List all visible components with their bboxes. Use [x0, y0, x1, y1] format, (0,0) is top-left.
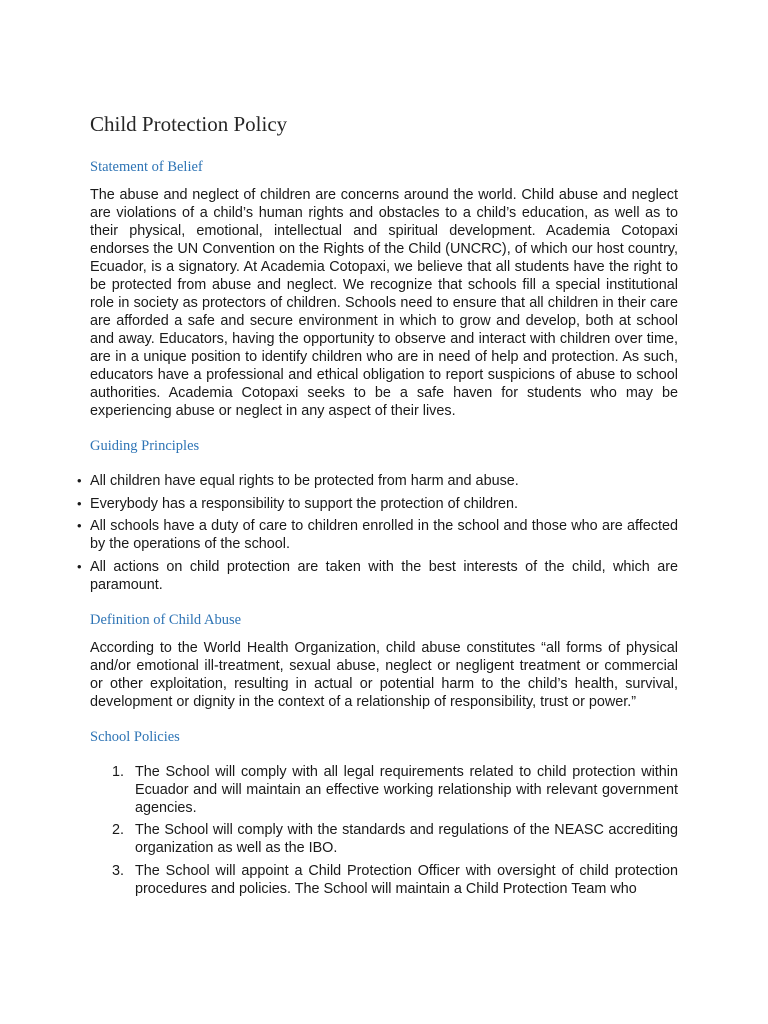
- heading-guiding-principles: Guiding Principles: [90, 438, 200, 454]
- list-item: 2. The School will comply with the standards and regulations of the NEASC accrediting organization as well as the IBO.: [112, 822, 678, 856]
- bullet-icon: •: [77, 518, 82, 533]
- list-number: 1.: [112, 763, 125, 780]
- bullet-icon: •: [77, 473, 82, 488]
- list-item: • All children have equal rights to be protected from harm and abuse.: [77, 473, 519, 489]
- list-item: 3. The School will appoint a Child Protection Officer with oversight of child protection procedures and policies. The School will maintain a Child Protection Team who: [112, 862, 678, 897]
- list-number: 2.: [112, 822, 125, 838]
- policies-list: [90, 763, 678, 898]
- document-page: [77, 110, 678, 902]
- bullet-icon: •: [77, 495, 82, 511]
- bullet-icon: •: [77, 558, 82, 574]
- list-item: • All actions on child protection are taken with the best interests of the child, which are paramount.: [77, 558, 678, 593]
- page-title: Child Protection Policy: [90, 112, 288, 136]
- list-number: 3.: [112, 862, 125, 879]
- principles-list: [77, 472, 678, 594]
- belief-paragraph: The abuse and neglect of children are concerns around the world. Child abuse and neglect are violations of a child’s human rights and obstacles to a child’s education, as well as to their physical, emotional, intellectual and spiritual development. Academia Cotopaxi endorses the UN Convention on the Rights of the Child (UNCRC), of which our host country, Ecuador, is a signatory. At Academia Cotopaxi, we believe that all students have the right to be protected from abuse and neglect. We recognize that schools fill a special institutional role in society as protectors of children. Schools need to ensure that all children in their care are afforded a safe and secure environment in which to grow and develop, both at school and away. Educators, having the opportunity to observe and interact with children over time, are in a unique position to identify children who are in need of help and protection. As such, educators have a professional and ethical obligation to report suspicions of abuse to school authorities. Academia Cotopaxi seeks to be a safe haven for students who may be experiencing abuse or neglect in any aspect of their lives.: [90, 187, 678, 419]
- list-item: • All schools have a duty of care to children enrolled in the school and those who are affected by the operations of the school.: [77, 518, 678, 552]
- list-item: 1. The School will comply with all legal requirements related to child protection within Ecuador and will maintain an effective working relationship with relevant government agencies.: [112, 763, 678, 816]
- list-item: • Everybody has a responsibility to support the protection of children.: [77, 495, 518, 512]
- heading-school-policies: School Policies: [90, 728, 180, 745]
- heading-definition-of-child-abuse: Definition of Child Abuse: [90, 611, 242, 628]
- definition-paragraph: According to the World Health Organization, child abuse constitutes “all forms of physical and/or emotional ill-treatment, sexual abuse, neglect or negligent treatment or commercial or other exploitation, resulting in actual or potential harm to the child’s health, survival, development or dignity in the context of a relationship of responsibility, trust or power.”: [90, 639, 678, 710]
- heading-statement-of-belief: Statement of Belief: [90, 159, 203, 175]
